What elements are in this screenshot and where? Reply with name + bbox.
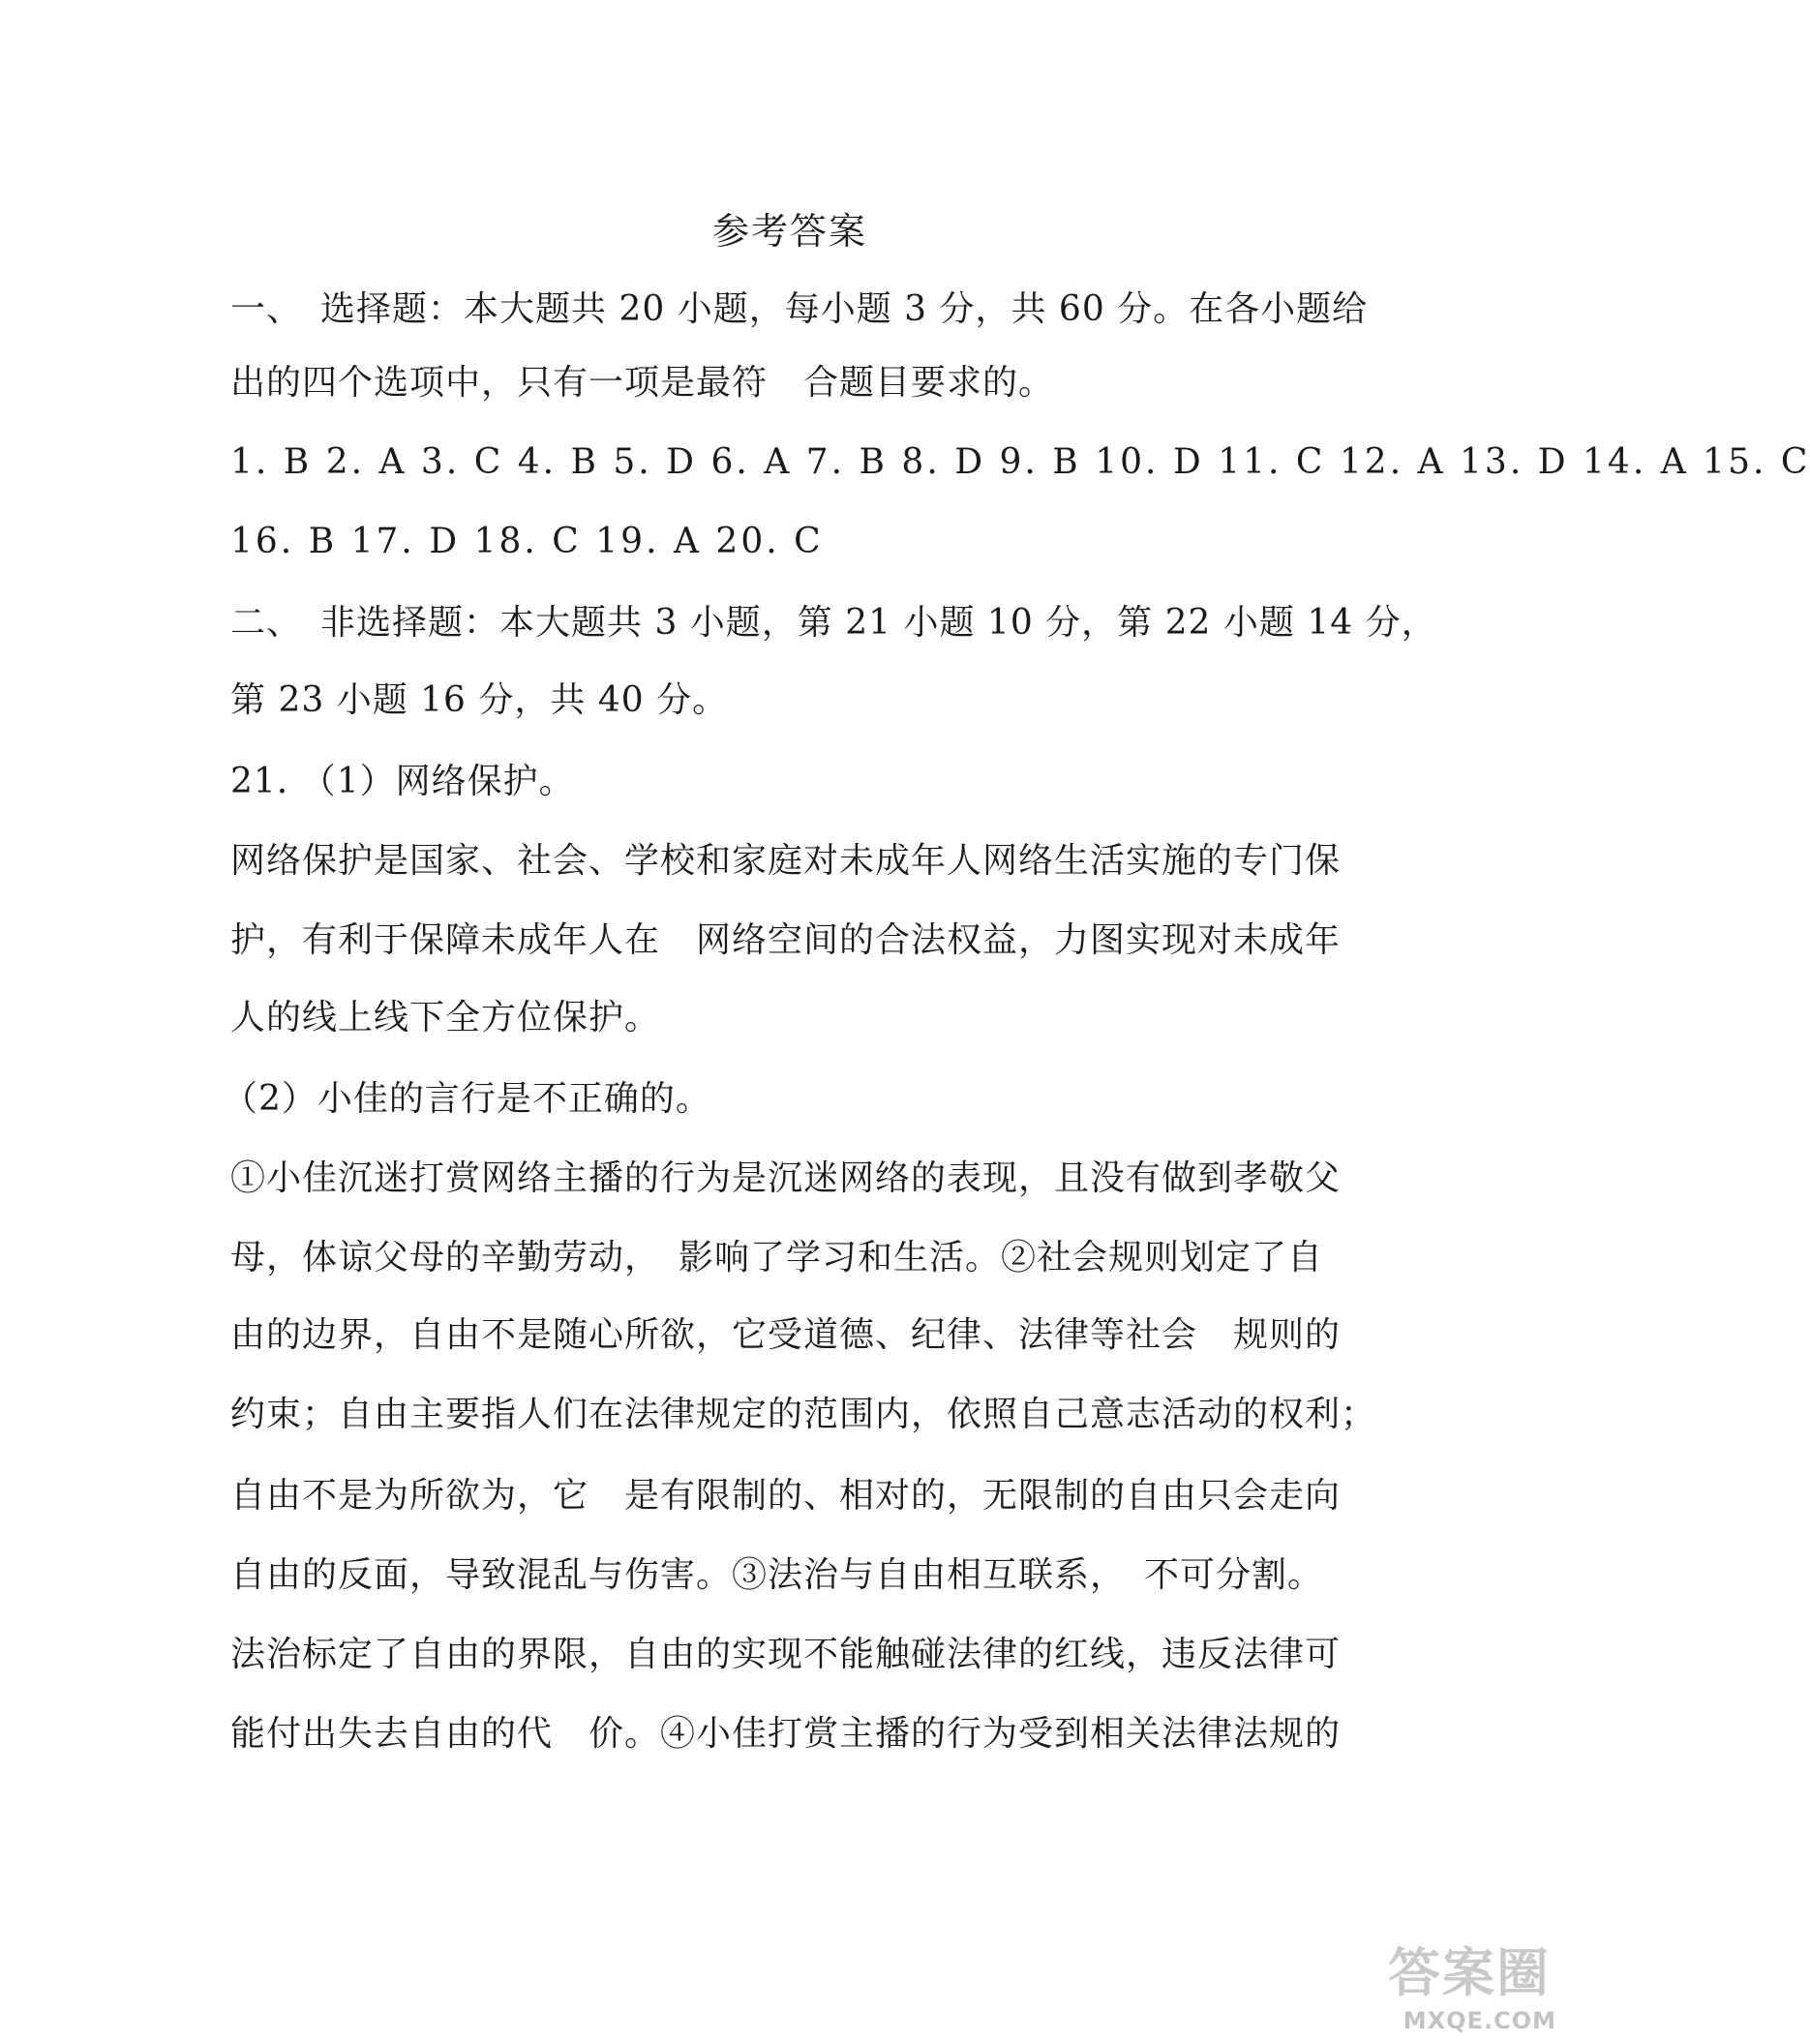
answers-row2: 16. B 17. D 18. C 19. A 20. C: [230, 522, 824, 561]
section1-line2: 出的四个选项中，只有一项是最符 合题目要求的。: [230, 363, 1055, 403]
answers-row1: 1. B 2. A 3. C 4. B 5. D 6. A 7. B 8. D 9. B 10. D 11. C 12. A 13. D 14. A 15. C: [230, 442, 1810, 482]
q21-part2-body-line: ①小佳沉迷打赏网络主播的行为是沉迷网络的表现，且没有做到孝敬父: [230, 1158, 1342, 1198]
q21-part2-body-line: 自由不是为所欲为，它 是有限制的、相对的，无限制的自由只会走向: [230, 1476, 1342, 1516]
section1-line1: 一、 选择题：本大题共 20 小题，每小题 3 分，共 60 分。在各小题给: [230, 289, 1369, 329]
watermark-url: MXQE.COM: [1403, 2007, 1556, 2034]
q21-part1-body-line: 护，有利于保障未成年人在 网络空间的合法权益，力图实现对未成年: [230, 920, 1342, 960]
q21-part2-body-line: 由的边界，自由不是随心所欲，它受道德、纪律、法律等社会 规则的: [230, 1315, 1342, 1355]
q21-part2-body-line: 法治标定了自由的界限，自由的实现不能触碰法律的红线，违反法律可: [230, 1635, 1342, 1674]
q21-part2-head: （2）小佳的言行是不正确的。: [223, 1079, 711, 1119]
section2-line1: 二、 非选择题：本大题共 3 小题，第 21 小题 10 分，第 22 小题 14 分，: [230, 603, 1437, 643]
page-title: 参考答案: [711, 210, 867, 253]
q21-part2-body-line: 能付出失去自由的代 价。④小佳打赏主播的行为受到相关法律法规的: [230, 1714, 1342, 1754]
q21-part2-body-line: 约束；自由主要指人们在法律规定的范围内，依照自己意志活动的权利；: [230, 1395, 1377, 1434]
q21-part1-body-line: 网络保护是国家、社会、学校和家庭对未成年人网络生活实施的专门保: [230, 841, 1342, 881]
q21-part2-body-line: 自由的反面，导致混乱与伤害。③法治与自由相互联系， 不可分割。: [230, 1555, 1324, 1595]
watermark-logo: 答案圈: [1388, 1942, 1551, 2003]
q21-part1-body-line: 人的线上线下全方位保护。: [230, 998, 661, 1037]
q21-part1-head: 21. （1）网络保护。: [230, 762, 575, 801]
q21-part2-body-line: 母，体谅父母的辛勤劳动， 影响了学习和生活。②社会规则划定了自: [230, 1238, 1324, 1278]
section2-line2: 第 23 小题 16 分，共 40 分。: [230, 680, 729, 720]
site-watermark: [1373, 1932, 1556, 2038]
